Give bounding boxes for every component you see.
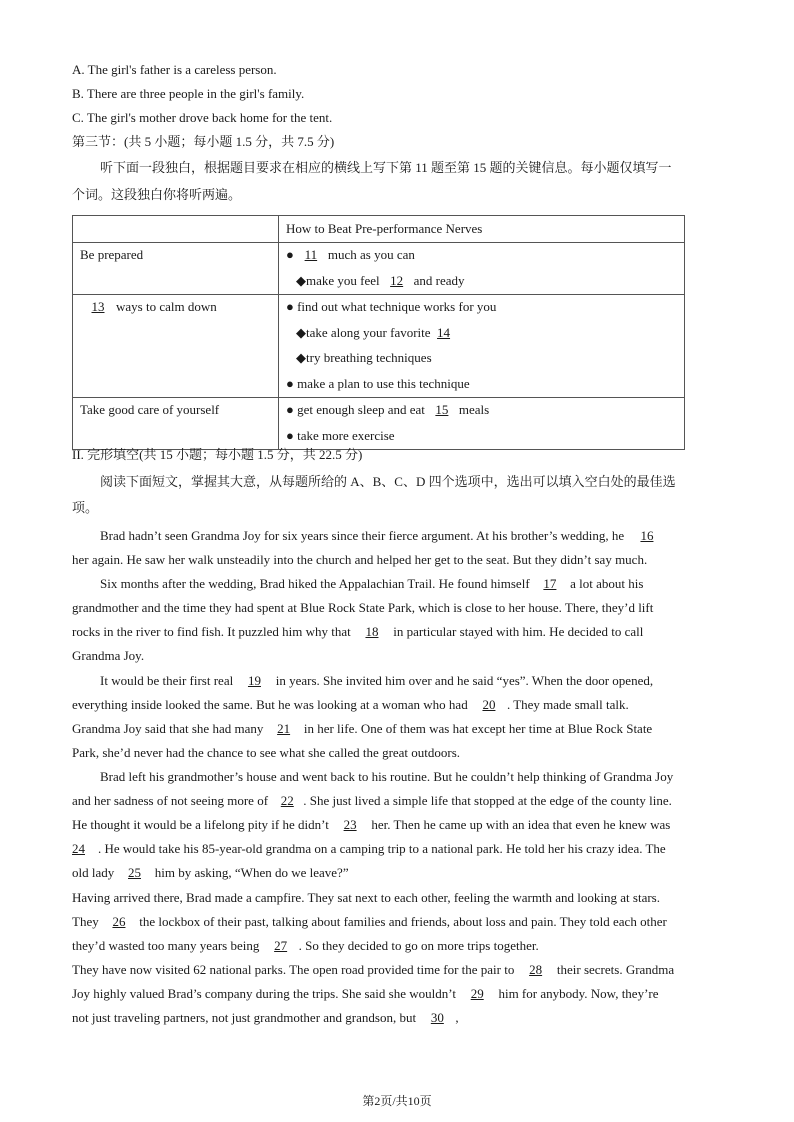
notes-table <box>72 215 685 450</box>
passage-line: Joy highly valued Brad’s company during the trips. She said she wouldn’t 29 him for anybody. Now, they’re <box>72 986 659 1001</box>
passage-line: grandmother and the time they had spent at Blue Rock State Park, which is close to her house. There, they’d lift <box>72 600 654 615</box>
passage-line: Having arrived there, Brad made a campfire. They sat next to each other, feeling the warmth and looking at stars. <box>72 890 660 905</box>
option-b: B. There are three people in the girl's family. <box>72 86 305 101</box>
row-label-take-care: Take good care of yourself <box>73 397 279 449</box>
blank-11: 11 <box>304 247 318 263</box>
blank-19: 19 <box>247 673 261 688</box>
blank-15: 15 <box>435 402 449 418</box>
blank-18: 18 <box>365 624 379 639</box>
passage-line: Grandma Joy said that she had many 21 in her life. One of them was hat except her time at Blue Rock State <box>72 721 653 736</box>
row-content-take-care: ● get enough sleep and eat 15 meals ● take more exercise <box>279 397 685 449</box>
passage-line: It would be their first real 19 in years. She invited him over and he said “yes”. When the door opened, <box>100 673 654 688</box>
section2-instruction-cont: 项。 <box>72 500 99 515</box>
passage-line: everything inside looked the same. But he was looking at a woman who had 20 . They made small talk. <box>72 697 629 712</box>
page-footer: 第2页/共10页 <box>362 1094 432 1108</box>
blank-13: 13 <box>91 299 105 315</box>
blank-12: 12 <box>390 272 404 288</box>
blank-14: 14 <box>437 324 451 340</box>
section2-heading: II. 完形填空(共 15 小题；每小题 1.5 分，共 22.5 分) <box>72 447 363 462</box>
section3-heading: 第三节：(共 5 小题；每小题 1.5 分，共 7.5 分) <box>72 134 335 149</box>
passage-line: rocks in the river to find fish. It puzzled him why that 18 in particular stayed with him. He decided to call <box>72 624 644 639</box>
blank-22: 22 <box>280 793 294 808</box>
passage-line: 24 . He would take his 85-year-old grandma on a camping trip to a national park. He told her his crazy idea. The <box>72 841 666 856</box>
passage-line: He thought it would be a lifelong pity if he didn’t 23 her. Then he came up with an idea that even he knew was <box>72 817 671 832</box>
blank-24: 24 <box>72 841 85 856</box>
section2-instruction: 阅读下面短文，掌握其大意，从每题所给的 A、B、C、D 四个选项中，选出可以填入空白处的最佳选 <box>100 474 676 489</box>
blank-21: 21 <box>277 721 291 736</box>
blank-16: 16 <box>640 528 654 543</box>
passage-line: not just traveling partners, not just grandmother and grandson, but 30 , <box>72 1010 459 1025</box>
passage-line: Park, she’d never had the chance to see what she called the great outdoors. <box>72 745 461 760</box>
passage-line: they’d wasted too many years being 27 . So they decided to go on more trips together. <box>72 938 539 953</box>
blank-29: 29 <box>470 986 484 1001</box>
table-header-empty <box>73 216 279 243</box>
blank-23: 23 <box>343 817 357 832</box>
row-label-calm-down: 13 ways to calm down <box>73 294 279 397</box>
row-content-calm-down: ● find out what technique works for you ◆take along your favorite 14 ◆try breathing techniques ● make a plan to use this technique <box>279 294 685 397</box>
blank-28: 28 <box>529 962 543 977</box>
passage-line: Six months after the wedding, Brad hiked the Appalachian Trail. He found himself 17 a lot about his <box>100 576 644 591</box>
row-label-be-prepared: Be prepared <box>73 242 279 294</box>
option-a: A. The girl's father is a careless person. <box>72 62 277 77</box>
passage-line: old lady 25 him by asking, “When do we leave?” <box>72 865 349 880</box>
option-c: C. The girl's mother drove back home for the tent. <box>72 110 333 125</box>
blank-25: 25 <box>128 865 141 880</box>
section3-instruction-cont: 个词。这段独白你将听两遍。 <box>72 187 242 202</box>
table-title: How to Beat Pre-performance Nerves <box>279 216 685 243</box>
blank-27: 27 <box>274 938 288 953</box>
passage-line: They have now visited 62 national parks. The open road provided time for the pair to 28 their secrets. Grandma <box>72 962 675 977</box>
blank-17: 17 <box>543 576 557 591</box>
passage-line: and her sadness of not seeing more of 22 . She just lived a simple life that stopped at the edge of the county line. <box>72 793 672 808</box>
passage-line: her again. He saw her walk unsteadily into the church and helped her get to the seat. But they didn’t say much. <box>72 552 648 567</box>
section3-instruction: 听下面一段独白，根据题目要求在相应的横线上写下第 11 题至第 15 题的关键信息。每小题仅填写一 <box>100 160 672 175</box>
passage-line: Brad hadn’t seen Grandma Joy for six years since their fierce argument. At his brother’s wedding, he 16 <box>100 528 654 543</box>
blank-26: 26 <box>112 914 126 929</box>
blank-30: 30 <box>430 1010 444 1025</box>
passage-line: They 26 the lockbox of their past, talking about families and friends, about loss and pain. They told each other <box>72 914 667 929</box>
passage-line: Grandma Joy. <box>72 648 145 663</box>
passage-line: Brad left his grandmother’s house and went back to his routine. But he couldn’t help thinking of Grandma Joy <box>100 769 674 784</box>
blank-20: 20 <box>482 697 496 712</box>
row-content-be-prepared: ● 11 much as you can ◆make you feel 12 and ready <box>279 242 685 294</box>
